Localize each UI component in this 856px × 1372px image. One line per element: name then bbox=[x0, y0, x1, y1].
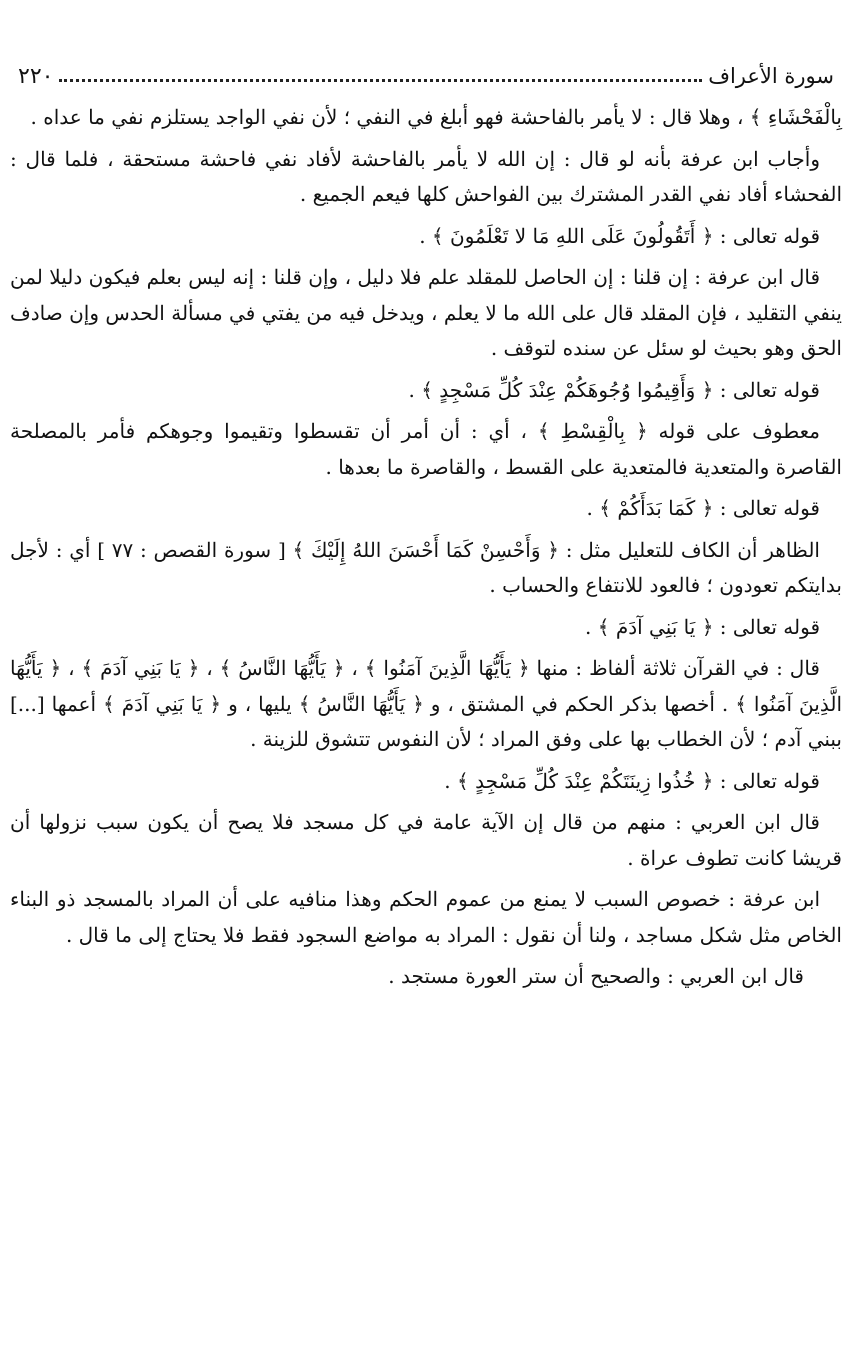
paragraph-5: الظاهر أن الكاف للتعليل مثل : ﴿ وَأَحْسِنْ كَمَا أَحْسَنَ اللهُ إِلَيْكَ ﴾ [ سورة القصص : ٧٧ ] أي : لأجل بدايتكم تعودون ؛ فالعود للانتفاع والحساب . bbox=[10, 537, 842, 597]
verse-heading-1: قوله تعالى : ﴿ أَتَقُولُونَ عَلَى اللهِ مَا لا تَعْلَمُونَ ﴾ . bbox=[419, 223, 820, 248]
paragraph-3: قال ابن عرفة : إن قلنا : إن الحاصل للمقلد علم فلا دليل ، وإن قلنا : إنه ليس بعلم فيكون دليلا لمن ينفي التقليد ، فإن المقلد قال على الله ما لا يعلم ، ويدخل فيه من يفتي في مسألة الحدس وإن صادف الحق وهو بحيث لو سئل عن سنده لتوقف . bbox=[10, 265, 842, 360]
paragraph-1: بِالْفَحْشَاءِ ﴾ ، وهلا قال : لا يأمر بالفاحشة فهو أبلغ في النفي ؛ لأن نفي الواجد يستلزم نفي ما عداه . bbox=[30, 105, 842, 129]
header-dotted-leader bbox=[59, 79, 702, 82]
page-body bbox=[10, 100, 842, 1001]
paragraph-4: معطوف على قوله ﴿ بِالْقِسْطِ ﴾ ، أي : أن أمر أن تقسطوا وتقيموا وجوهكم فأمر بالمصلحة القاصرة والمتعدية فالمتعدية على القسط ، والقاصرة ما بعدها . bbox=[10, 419, 842, 479]
verse-heading-5: قوله تعالى : ﴿ خُذُوا زِينَتَكُمْ عِنْدَ كُلِّ مَسْجِدٍ ﴾ . bbox=[444, 768, 820, 793]
paragraph-2: وأجاب ابن عرفة بأنه لو قال : إن الله لا يأمر بالفاحشة لأفاد نفي فاحشة مستحقة ، فلما قال : الفحشاء أفاد نفي القدر المشترك بين الفواحش كلها فيعم الجميع . bbox=[10, 146, 842, 206]
paragraph-6: قال : في القرآن ثلاثة ألفاظ : منها ﴿ يَأَيُّهَا الَّذِينَ آمَنُوا ﴾ ، ﴿ يَأَيُّهَا النَّاسُ ﴾ ، ﴿ يَا بَنِي آدَمَ ﴾ ، ﴿ يَأَيُّهَا الَّذِينَ آمَنُوا ﴾ . أخصها بذكر الحكم في المشتق ، و ﴿ يَأَيُّهَا النَّاسُ ﴾ يليها ، و ﴿ يَا بَنِي آدَمَ ﴾ أعمها [...] ببني آدم ؛ لأن الخطاب بها على وفق المراد ؛ لأن النفوس تتشوق للزينة . bbox=[10, 656, 842, 751]
page-header bbox=[10, 58, 842, 94]
verse-heading-3: قوله تعالى : ﴿ كَمَا بَدَأَكُمْ ﴾ . bbox=[586, 496, 820, 520]
page-number: ٢٢٠ bbox=[18, 63, 54, 89]
verse-heading-2: قوله تعالى : ﴿ وَأَقِيمُوا وُجُوهَكُمْ عِنْدَ كُلِّ مَسْجِدٍ ﴾ . bbox=[408, 377, 820, 402]
paragraph-9: قال ابن العربي : والصحيح أن ستر العورة مستجد . bbox=[388, 964, 804, 988]
paragraph-8: ابن عرفة : خصوص السبب لا يمنع من عموم الحكم وهذا منافيه على أن المراد بالمسجد ذو البناء الخاص مثل شكل مساجد ، ولنا أن نقول : المراد به مواضع السجود فقط فلا يحتاج إلى ما قال . bbox=[10, 887, 842, 947]
surah-title: سورة الأعراف bbox=[708, 64, 834, 88]
paragraph-7: قال ابن العربي : منهم من قال إن الآية عامة في كل مسجد فلا يصح أن يكون سبب نزولها أن قريشا كانت تطوف عراة . bbox=[10, 810, 842, 870]
verse-heading-4: قوله تعالى : ﴿ يَا بَنِي آدَمَ ﴾ . bbox=[585, 614, 820, 639]
